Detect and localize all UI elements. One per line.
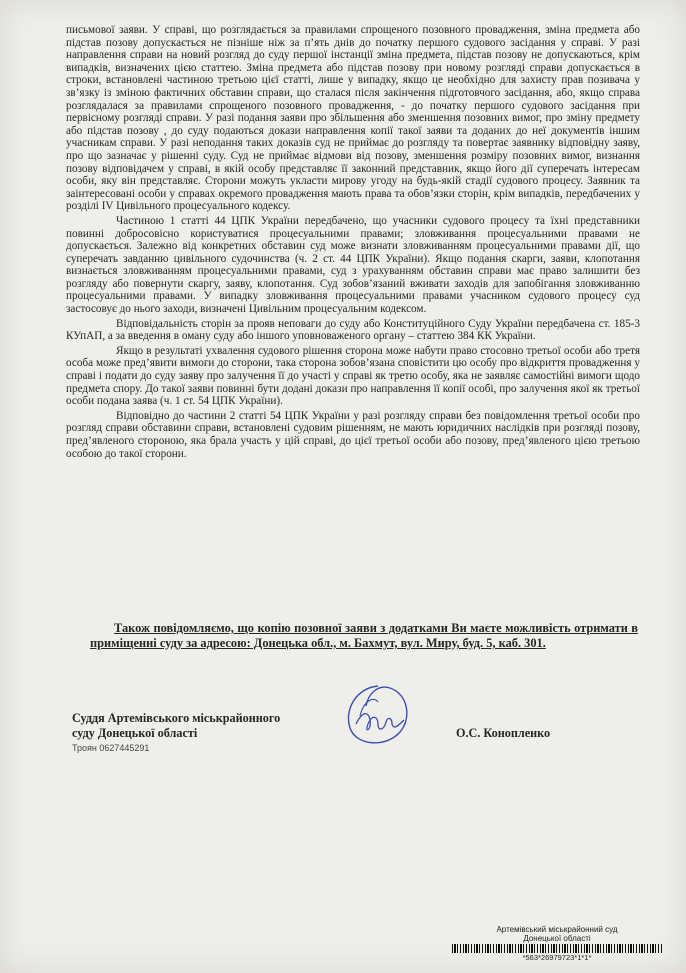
handwritten-signature (338, 680, 418, 752)
stamp-region: Донецької області (523, 934, 591, 943)
judge-title-line-1: Суддя Артемівського міськрайонного (72, 711, 281, 725)
notice-paragraph: Також повідомляємо, що копію позовної заяви з додатками Ви маєте можливість отримати в приміщенні суду за адресою: Донецька обл., м. Бахмут, вул. Миру, буд. 5, каб. 301. (90, 621, 638, 650)
stamp-court-name: Артемівський міськрайонний суд (496, 925, 618, 934)
paragraph-5: Відповідно до частини 2 статті 54 ЦПК України у разі розгляду справи без повідомлення третьої особи про розгляд справи обставини справи, встановлені судовим рішенням, не мають юридичних наслідків при розгляді позову, пред’явленого стороною, яка брала участь у цій справі, до цієї третьої особи або позову, пред’явленого цією третьою особою до такої сторони. (66, 409, 640, 460)
document-body (66, 24, 640, 460)
stamp-code: *563*26979723*1*1* (522, 953, 592, 962)
judge-title (72, 711, 280, 741)
registry-stamp (452, 925, 662, 962)
paragraph-3: Відповідальність сторін за прояв неповаги до суду або Конституційного Суду України передбачена ст. 185-3 КУпАП, а за введення в оману суду або іншого уповноваженого органу – статтею 384 КК України. (66, 317, 640, 343)
executor-contact: Троян 0627445291 (72, 743, 150, 753)
judge-name: О.С. Конопленко (456, 726, 551, 740)
judge-title-line-2: суду Донецької області (72, 726, 198, 740)
paragraph-1: письмової заяви. У справі, що розглядається за правилами спрощеного позовного провадження, зміна предмета або підстав позову допускається не пізніше ніж за п’ять днів до початку першого судового засідання у справі. У разі направлення справи на новий розгляд до суду першої інстанції зміна предмета, підстав позову не допускаються, крім випадків, визначених цією статтею. Зміна предмета або підстав позову при новому розгляді справи допускається в строки, встановлені частиною третьою цієї статті, лише у випадку, якщо це необхідно для захисту прав позивача у зв’язку із зміною фактичних обставин справи, що сталася після закінчення підготовчого засідання, або, якщо справа розглядалася за правилами спрощеного позовного провадження, - до початку першого судового засідання при первісному розгляді справи. У разі подання заяви про збільшення або зменшення позовних вимог, про зміну предмету або підстав позову , до суду подаються докази направлення копії такої заяви та доданих до неї документів іншим учасникам справи. У разі неподання таких доказів суд не приймає до розгляду та повертає заявнику відповідну заяву, про що зазначає у рішенні суду. Суд не приймає відмови від позову, зменшення розміру позовних вимог, визнання позову відповідачем у справі, в якій особу представляє її законний представник, якщо його дії суперечать інтересам особи, яку він представляє. Сторони можуть укласти мирову угоду на будь-якій стадії судового процесу. Заявник та заінтересовані особи у справах окремого провадження мають права та обов’язки сторін, крім випадків, передбачених у розділі IV Цивільного процесуального кодексу. (66, 24, 640, 213)
barcode-icon (452, 944, 662, 953)
paragraph-2: Частиною 1 статті 44 ЦПК України передбачено, що учасники судового процесу та їхні представники повинні добросовісно користуватися процесуальними правами; зловживання процесуальними правами не допускається. Залежно від конкретних обставин суд може визнати зловживанням процесуальними правами дії, що суперечать завданню цивільного судочинства (ч. 2 ст. 44 ЦПК України). Якщо подання скарги, заяви, клопотання визнається зловживанням процесуальними правами, суд з урахуванням обставин справи має право залишити без розгляду або повернути скаргу, заяву, клопотання. Суд зобов’язаний вживати заходів для запобігання зловживанню процесуальними правами. У випадку зловживання процесуальними правами учасником судового процесу суд застосовує до нього заходи, визначені Цивільним процесуальним кодексом. (66, 214, 640, 316)
paragraph-4: Якщо в результаті ухвалення судового рішення сторона може набути право стосовно третьої особи або третя особа може пред’явити вимоги до сторони, така сторона зобов’язана сповістити цю особу про відкриття провадження у справі і подати до суду заяву про залучення її до участі у справі як третю особу, яка не заявляє самостійні вимоги щодо предмета спору. До такої заяви повинні бути додані докази про направлення її копії особі, про залучення якої як третьої особи подана заява (ч. 1 ст. 54 ЦПК України). (66, 344, 640, 408)
